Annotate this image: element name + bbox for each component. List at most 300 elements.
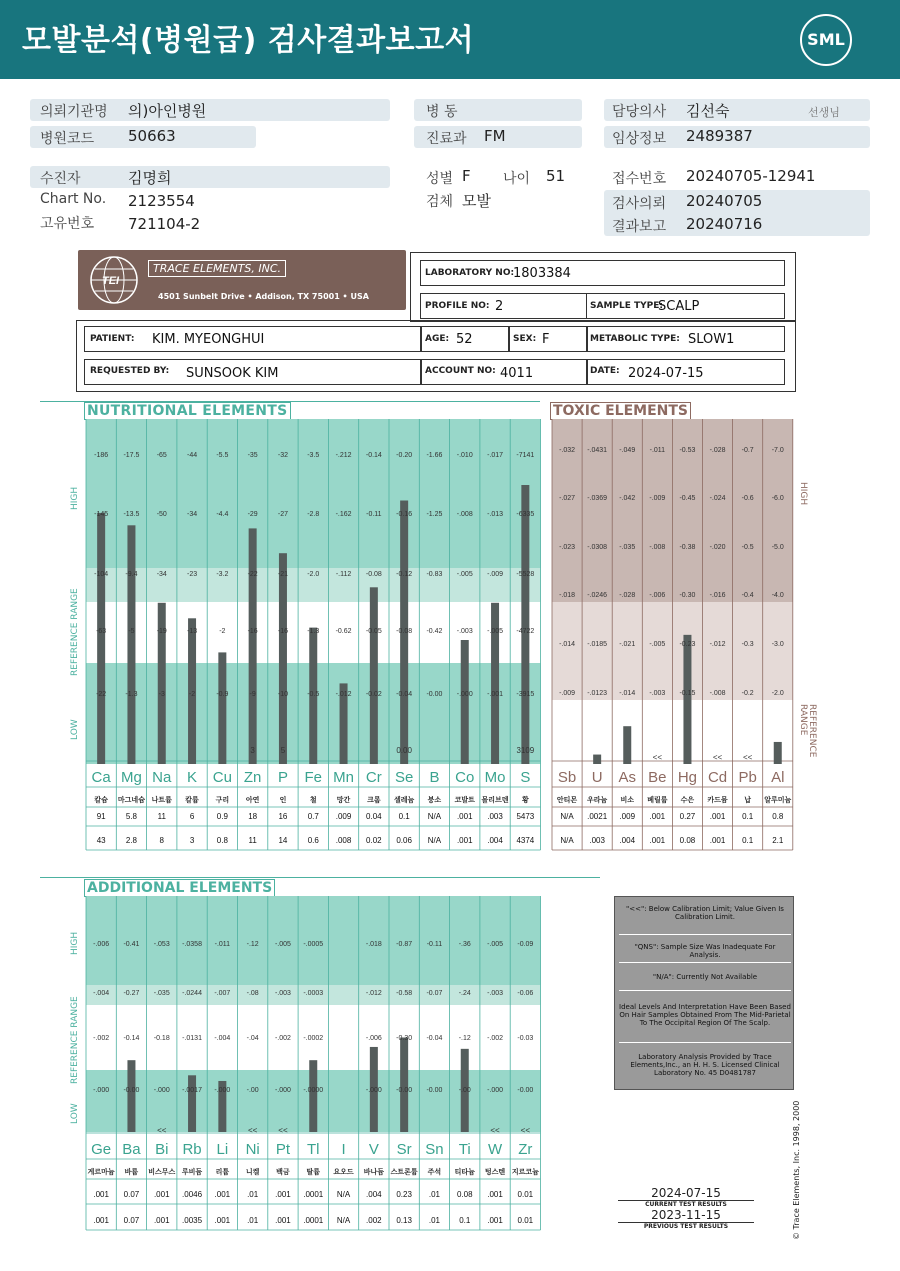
patient-value: 김명희: [128, 169, 172, 187]
tick-label: -.018: [559, 592, 576, 599]
current-value: .0046: [182, 1190, 203, 1199]
legend-box: [614, 896, 794, 1090]
tick-label: -.003: [456, 628, 473, 635]
element-symbol: Rb: [182, 1141, 202, 1158]
bar-cr: [370, 587, 378, 764]
tick-label: -34: [186, 511, 198, 518]
tick-label: -.016: [709, 592, 726, 599]
current-value: .0001: [303, 1190, 324, 1199]
tei-company: TRACE ELEMENTS, INC.: [148, 260, 286, 277]
tei-age-value: 52: [456, 332, 473, 347]
legend-ideal: Ideal Levels And Interpretation Have Been Based On Hair Samples Obtained From The Mid-Parietal To The Occipital Region Of The Scalp.: [619, 1003, 791, 1043]
id-value: 721104-2: [128, 215, 201, 233]
add-ref-label: REFERENCE RANGE: [70, 996, 80, 1084]
tick-label: -.004: [93, 990, 110, 997]
receipt-value: 20240705-12941: [686, 167, 816, 185]
doctor-label: 담당의사: [612, 104, 667, 120]
doctor-suffix: 선생님: [808, 106, 840, 119]
tick-label: -.006: [365, 1035, 382, 1042]
tick-label: -6.0: [771, 495, 784, 502]
tick-label: -.007: [214, 990, 231, 997]
tick-label: -16: [277, 628, 289, 635]
tick-label: -19: [156, 628, 167, 635]
bar-mg: [125, 525, 138, 764]
sex-label: 성별: [426, 171, 454, 187]
tick-label: -.12: [246, 941, 259, 948]
low-mark: <<: [490, 1126, 500, 1135]
element-korean: 알루미늄: [764, 796, 792, 804]
tick-label: -.000: [274, 1087, 291, 1094]
tick-label: -.008: [709, 690, 726, 697]
tick-label: -4722: [516, 628, 535, 635]
low-mark: <<: [742, 753, 753, 762]
element-symbol: Pb: [738, 769, 757, 786]
metabolic-value: SLOW1: [688, 332, 735, 347]
tick-label: -2.0: [771, 690, 784, 697]
current-value: 0.07: [123, 1190, 140, 1199]
tick-label: -0.18: [153, 1035, 170, 1042]
tick-label: -.0244: [182, 990, 202, 997]
tei-sex-label: SEX:: [513, 334, 537, 344]
tick-label: -0.2: [741, 690, 754, 697]
current-value: .0021: [587, 812, 608, 821]
bar-p: [279, 553, 287, 764]
current-value: .001: [709, 812, 726, 821]
current-value: .001: [275, 1190, 291, 1199]
previous-label: PREVIOUS TEST RESULTS: [618, 1222, 754, 1230]
element-symbol: Al: [771, 769, 785, 786]
tick-label: -.003: [274, 990, 291, 997]
tick-label: -.00: [246, 1087, 259, 1094]
clinical-label: 임상정보: [612, 131, 667, 147]
previous-value: 0.07: [123, 1216, 140, 1225]
previous-value: 4374: [516, 836, 535, 845]
tick-label: -0.3: [741, 641, 754, 648]
tick-label: -0.20: [396, 452, 413, 459]
element-symbol: Bi: [155, 1141, 169, 1158]
tick-label: -2.8: [307, 511, 320, 518]
previous-value: .0001: [303, 1216, 324, 1225]
previous-value: 8: [159, 836, 164, 845]
tick-label: -3.0: [771, 641, 784, 648]
tick-label: -.24: [458, 990, 471, 997]
tick-label: -.12: [458, 1035, 471, 1042]
tick-label: -10: [277, 691, 289, 698]
bar-na: [158, 603, 166, 764]
bar-co: [461, 640, 469, 764]
element-symbol: Tl: [307, 1141, 320, 1158]
legend-qns: "QNS": Sample Size Was Inadequate For Analysis.: [619, 943, 791, 963]
tick-label: -3: [158, 691, 165, 698]
element-korean: 비스무스: [148, 1168, 176, 1176]
hospital-code-value: 50663: [128, 127, 176, 145]
tick-label: -.000: [456, 691, 473, 698]
tick-label: -0.00: [123, 1087, 140, 1094]
report-title: 모발분석(병원급) 검사결과보고서: [22, 23, 475, 58]
element-symbol: Zr: [518, 1141, 533, 1158]
current-value: .001: [456, 812, 473, 821]
lab-no-value: 1803384: [513, 266, 571, 281]
tick-label: -.006: [649, 592, 666, 599]
element-korean: 우라늄: [587, 796, 608, 804]
tick-label: -.0431: [587, 447, 608, 454]
low-mark: <<: [278, 1126, 288, 1135]
tick-label: -.0131: [182, 1035, 202, 1042]
tick-label: -186: [94, 452, 109, 459]
tick-label: -9: [249, 691, 256, 698]
copyright: © Trace Elements, Inc. 1998, 2000: [792, 1100, 801, 1240]
add-high-label: HIGH: [70, 931, 80, 955]
tick-label: -4.4: [216, 511, 229, 518]
institution-label: 의뢰기관명: [40, 104, 108, 120]
element-korean: 바륨: [124, 1168, 139, 1176]
tick-label: -0.12: [396, 571, 413, 578]
tick-label: -.36: [458, 941, 471, 948]
tick-label: -.0308: [587, 544, 608, 551]
tick-label: -1.25: [426, 511, 443, 518]
tick-label: -7.0: [771, 447, 784, 454]
current-value: 11: [157, 812, 166, 821]
tick-label: -65: [156, 452, 167, 459]
element-korean: 백금: [276, 1168, 290, 1176]
element-symbol: Ba: [122, 1141, 141, 1158]
element-symbol: W: [487, 1141, 503, 1158]
bar-cu: [216, 652, 229, 764]
tick-label: -4.0: [771, 592, 784, 599]
account-value: 4011: [500, 366, 534, 381]
current-value: 5473: [516, 812, 535, 821]
element-korean: 스트론튬: [390, 1168, 418, 1176]
tick-label: -.009: [559, 690, 576, 697]
previous-value: 43: [96, 836, 106, 845]
tick-label: -50: [156, 511, 167, 518]
tick-label: -16: [247, 628, 258, 635]
tei-address: 4501 Sunbelt Drive • Addison, TX 75001 • USA: [158, 292, 369, 301]
low-mark: 3: [250, 746, 255, 755]
patient-label: 수진자: [40, 171, 81, 187]
current-value: N/A: [427, 812, 442, 821]
tick-label: -.003: [649, 690, 666, 697]
element-symbol: Mn: [333, 769, 354, 786]
bar-u: [593, 755, 601, 764]
bar-al: [774, 742, 782, 764]
element-symbol: P: [277, 769, 288, 786]
tick-label: -.012: [335, 691, 352, 698]
element-symbol: Pt: [275, 1141, 291, 1158]
tick-label: -.004: [214, 1035, 231, 1042]
results-dates: [618, 1186, 754, 1230]
tick-label: -.013: [487, 511, 504, 518]
tick-label: -.053: [153, 941, 170, 948]
element-korean: 붕소: [427, 796, 442, 804]
previous-value: .002: [366, 1216, 382, 1225]
tick-label: -.001: [487, 691, 504, 698]
tick-label: -.04: [246, 1035, 259, 1042]
tick-label: -.008: [649, 544, 666, 551]
tick-label: -32: [277, 452, 289, 459]
tick-label: -.0358: [182, 941, 202, 948]
element-korean: 베릴륨: [647, 796, 668, 804]
tick-label: -0.02: [365, 691, 382, 698]
tick-label: -0.53: [679, 447, 696, 454]
element-korean: 셀레늄: [394, 796, 415, 804]
tick-label: -0.09: [517, 941, 534, 948]
current-value: N/A: [336, 1190, 351, 1199]
tick-label: -.002: [487, 1035, 504, 1042]
bar-hg: [683, 635, 691, 764]
tick-label: -13.5: [123, 511, 140, 518]
previous-value: 0.6: [307, 836, 319, 845]
tick-label: -0.00: [426, 1087, 443, 1094]
current-value: 5.8: [125, 812, 138, 821]
requested-value: SUNSOOK KIM: [186, 366, 279, 381]
element-symbol: Ca: [91, 769, 111, 786]
current-value: 0.04: [366, 812, 382, 821]
element-korean: 나트륨: [151, 796, 172, 804]
previous-value: .001: [456, 836, 473, 845]
tick-label: -23: [186, 571, 198, 578]
tick-label: -1.3: [307, 628, 320, 635]
previous-value: .001: [487, 1216, 503, 1225]
tick-label: -0.6: [741, 495, 754, 502]
tick-label: -.009: [487, 571, 504, 578]
element-symbol: Se: [394, 769, 414, 786]
current-value: 91: [96, 812, 106, 821]
tick-label: -2.0: [307, 571, 320, 578]
tick-label: -34: [156, 571, 167, 578]
tick-label: -5.0: [771, 544, 784, 551]
tick-label: -.212: [335, 452, 352, 459]
range-band: [86, 896, 541, 1000]
age-label: 나이: [503, 171, 531, 187]
date-label: DATE:: [590, 366, 620, 376]
low-mark: <<: [712, 753, 723, 762]
profile-value: 2: [495, 299, 504, 314]
tick-label: -.035: [619, 544, 636, 551]
bar-ca: [97, 513, 105, 764]
chart-label: Chart No.: [40, 191, 107, 207]
tick-label: -22: [247, 571, 258, 578]
previous-value: 0.06: [396, 836, 412, 845]
dept-label: 진료과: [426, 131, 467, 147]
element-symbol: Ti: [458, 1141, 471, 1158]
tick-label: -3915: [516, 691, 535, 698]
previous-value: 0.01: [517, 1216, 534, 1225]
previous-value: 3: [189, 836, 195, 845]
element-korean: 칼슘: [94, 796, 108, 804]
current-value: 0.01: [517, 1190, 534, 1199]
element-symbol: B: [429, 769, 440, 786]
previous-value: N/A: [427, 836, 442, 845]
tick-label: -.018: [365, 941, 382, 948]
tick-label: -.024: [709, 495, 726, 502]
tick-label: -.00: [458, 1087, 471, 1094]
element-korean: 아연: [245, 796, 260, 804]
tick-label: -.000: [214, 1087, 231, 1094]
previous-value: .001: [153, 1216, 170, 1225]
element-symbol: Cu: [212, 769, 232, 786]
current-value: 0.8: [772, 812, 784, 821]
element-symbol: Zn: [243, 769, 262, 786]
element-symbol: K: [187, 769, 198, 786]
tick-label: -0.42: [426, 628, 443, 635]
previous-value: .001: [649, 836, 666, 845]
age-value: 51: [546, 167, 566, 185]
tick-label: -27: [277, 511, 289, 518]
element-korean: 텅스텐: [484, 1168, 506, 1176]
element-symbol: Li: [216, 1141, 229, 1158]
tick-label: -29: [247, 511, 258, 518]
tick-label: -44: [186, 452, 198, 459]
tick-label: -.002: [93, 1035, 110, 1042]
previous-value: .004: [619, 836, 636, 845]
previous-value: 2.1: [772, 836, 784, 845]
tick-label: -.162: [335, 511, 352, 518]
tick-label: -.028: [709, 447, 726, 454]
tick-label: -.0005: [303, 941, 324, 948]
low-mark: <<: [247, 1126, 258, 1135]
bar-sr: [400, 1038, 408, 1133]
tei-age-label: AGE:: [425, 334, 450, 344]
tox-high-label: HIGH: [798, 482, 808, 506]
tick-label: -.0003: [303, 990, 324, 997]
tick-label: -.009: [649, 495, 666, 502]
tick-label: -.000: [487, 1087, 504, 1094]
tick-label: -.027: [559, 495, 576, 502]
tick-label: -0.16: [396, 511, 413, 518]
element-symbol: Sr: [396, 1141, 412, 1158]
element-korean: 지르코늄: [511, 1168, 539, 1176]
element-symbol: Ni: [245, 1141, 260, 1158]
tei-sex-value: F: [542, 332, 550, 347]
current-value: .01: [247, 1190, 259, 1199]
tick-label: -13: [186, 628, 198, 635]
tick-label: -.0185: [587, 641, 608, 648]
tick-label: -1.66: [426, 452, 443, 459]
tick-label: -.017: [487, 452, 504, 459]
tick-label: -0.04: [396, 691, 413, 698]
tick-label: -.005: [487, 628, 504, 635]
element-symbol: Hg: [677, 769, 698, 786]
tick-label: -2: [188, 691, 196, 698]
current-date: 2024-07-15: [651, 1186, 721, 1200]
low-mark: 5: [280, 746, 286, 755]
additional-title: ADDITIONAL ELEMENTS: [84, 879, 275, 897]
low-mark: 0.00: [396, 746, 412, 755]
tick-label: -0.00: [426, 691, 443, 698]
doctor-value: 김선숙: [686, 102, 730, 120]
profile-label: PROFILE NO:: [425, 301, 490, 311]
tick-label: -.021: [619, 641, 636, 648]
element-symbol: Mo: [484, 769, 506, 786]
element-korean: 몰리브덴: [481, 796, 509, 804]
previous-value: .001: [709, 836, 726, 845]
low-mark: <<: [652, 753, 663, 762]
current-value: .009: [619, 812, 636, 821]
tick-label: -.0000: [303, 1087, 324, 1094]
tick-label: -63: [96, 628, 107, 635]
previous-value: .004: [487, 836, 503, 845]
requested-label: REQUESTED BY:: [90, 366, 170, 376]
element-symbol: S: [520, 769, 531, 786]
tick-label: -.08: [246, 990, 259, 997]
previous-value: .01: [247, 1216, 259, 1225]
element-korean: 리튬: [215, 1168, 230, 1176]
element-symbol: Cd: [707, 769, 728, 786]
low-mark: <<: [157, 1126, 167, 1135]
previous-value: .001: [275, 1216, 291, 1225]
tick-label: -0.58: [396, 990, 413, 997]
add-low-label: LOW: [70, 1103, 80, 1124]
element-korean: 니켈: [245, 1168, 260, 1176]
tick-label: -.0017: [182, 1087, 202, 1094]
specimen-value: 모발: [462, 192, 491, 210]
bar-ba: [127, 1060, 135, 1132]
bar-mo: [491, 603, 499, 764]
tick-label: -.035: [153, 990, 170, 997]
tick-label: -.0002: [303, 1035, 324, 1042]
previous-value: 0.1: [459, 1216, 471, 1225]
tick-label: -.005: [456, 571, 473, 578]
tick-label: -0.7: [741, 447, 754, 454]
bar-rb: [188, 1075, 196, 1132]
previous-value: 0.1: [742, 836, 754, 845]
current-value: 0.1: [398, 812, 410, 821]
nut-high-label: HIGH: [70, 486, 80, 510]
request-label: 검사의뢰: [612, 196, 667, 212]
tick-label: -6335: [516, 511, 535, 518]
tick-label: -0.00: [396, 1087, 413, 1094]
tick-label: -9.4: [125, 571, 138, 578]
sample-label: SAMPLE TYPE:: [590, 301, 664, 311]
previous-value: .008: [335, 836, 352, 845]
tick-label: -7141: [516, 452, 535, 459]
sample-value: SCALP: [658, 299, 700, 314]
tick-label: -.008: [456, 511, 473, 518]
ward-label: 병 동: [426, 104, 458, 120]
element-korean: 요오드: [333, 1168, 354, 1176]
clinical-value: 2489387: [686, 127, 753, 145]
tick-label: -21: [277, 571, 289, 578]
tick-label: -0.5: [741, 544, 754, 551]
legend-lab: Laboratory Analysis Provided by Trace Elements,Inc., an H. H. S. Licensed Clinical Laboratory No. 45 D0481787: [630, 1053, 780, 1077]
element-korean: 주석: [427, 1168, 442, 1176]
tick-label: -.028: [619, 592, 636, 599]
element-korean: 수은: [680, 796, 695, 804]
current-value: .001: [487, 1190, 503, 1199]
request-value: 20240705: [686, 192, 763, 210]
element-symbol: Co: [455, 769, 475, 786]
element-korean: 카드뮴: [707, 796, 728, 804]
current-value: 0.27: [679, 812, 696, 821]
tick-label: -0.00: [517, 1087, 534, 1094]
tick-label: -0.83: [426, 571, 443, 578]
tick-label: -0.23: [679, 641, 696, 648]
tick-label: -0.41: [123, 941, 140, 948]
tick-label: -.005: [274, 941, 291, 948]
previous-value: 14: [278, 836, 288, 845]
element-symbol: Fe: [304, 769, 323, 786]
element-symbol: Ge: [91, 1141, 112, 1158]
nutritional-title: NUTRITIONAL ELEMENTS: [84, 402, 291, 420]
current-value: .001: [649, 812, 666, 821]
tick-label: -5: [128, 628, 135, 635]
tick-label: -3.5: [307, 452, 320, 459]
tick-label: -0.06: [517, 990, 534, 997]
tei-patient-label: PATIENT:: [90, 334, 135, 344]
tick-label: -.006: [93, 941, 110, 948]
element-korean: 루비듐: [181, 1168, 203, 1176]
